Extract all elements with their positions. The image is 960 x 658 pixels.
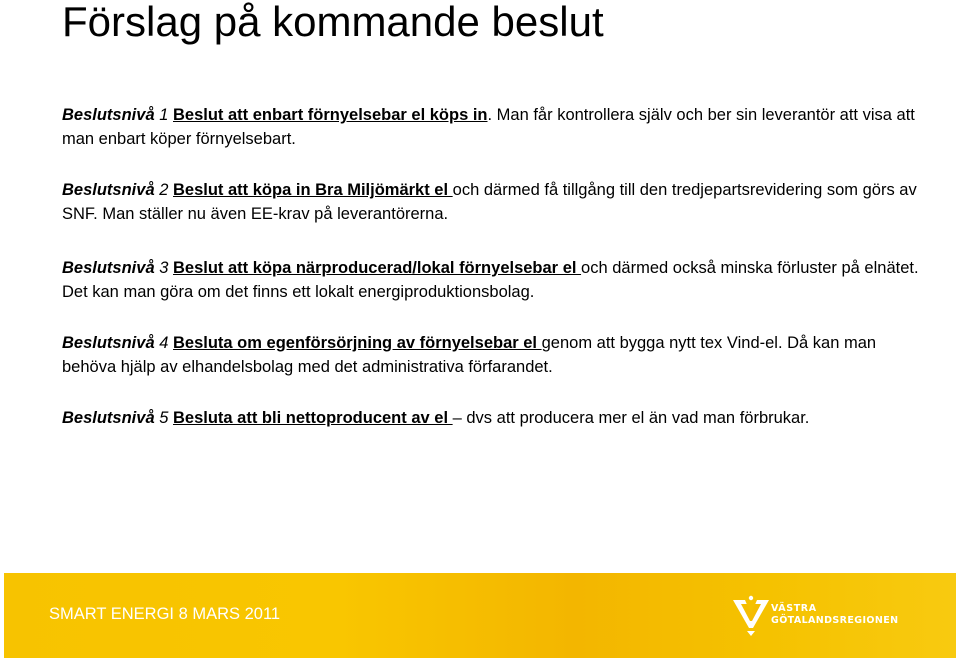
vgr-logo-icon [731,594,771,636]
level-description: och därmed få tillgång till den tredjepartsrevidering som görs av SNF. Man ställer nu även EE-krav på leverantörerna. [62,181,917,223]
level-label: Beslutsnivå 1 [62,106,169,124]
organization-logo [731,594,921,644]
level-action: Beslut att enbart förnyelsebar el köps in [173,106,488,124]
footer-bar [4,573,956,658]
logo-text-line-2: GÖTALANDSREGIONEN [771,615,899,626]
decision-level-3 [62,256,922,304]
footer-event-text: SMART ENERGI 8 MARS 2011 [49,605,281,623]
logo-text-line-1: VÄSTRA [771,603,817,614]
decision-level-5 [62,406,922,430]
level-action: Beslut att köpa närproducerad/lokal förnyelsebar el [173,259,582,277]
level-label: Beslutsnivå 5 [62,409,169,427]
decision-level-1 [62,103,922,151]
level-action: Besluta om egenförsörjning av förnyelsebar el [173,334,542,352]
level-label: Beslutsnivå 2 [62,181,169,199]
level-description: genom att bygga nytt tex Vind-el. Då kan man behöva hjälp av elhandelsbolag med det administrativa förfarandet. [62,334,877,376]
decision-level-4 [62,331,922,379]
level-action: Beslut att köpa in Bra Miljömärkt el [173,181,453,199]
level-label: Beslutsnivå 4 [62,334,169,352]
level-label: Beslutsnivå 3 [62,259,169,277]
level-description: – dvs att producera mer el än vad man förbrukar. [452,409,810,427]
decision-level-2 [62,178,922,226]
level-description: . Man får kontrollera själv och ber sin leverantör att visa att man enbart köper förnyelsebart. [62,106,915,148]
page-title: Förslag på kommande beslut [62,0,604,45]
level-description: och därmed också minska förluster på elnätet. Det kan man göra om det finns ett lokalt energiproduktionsbolag. [62,259,919,301]
level-action: Besluta att bli nettoproducent av el [173,409,453,427]
